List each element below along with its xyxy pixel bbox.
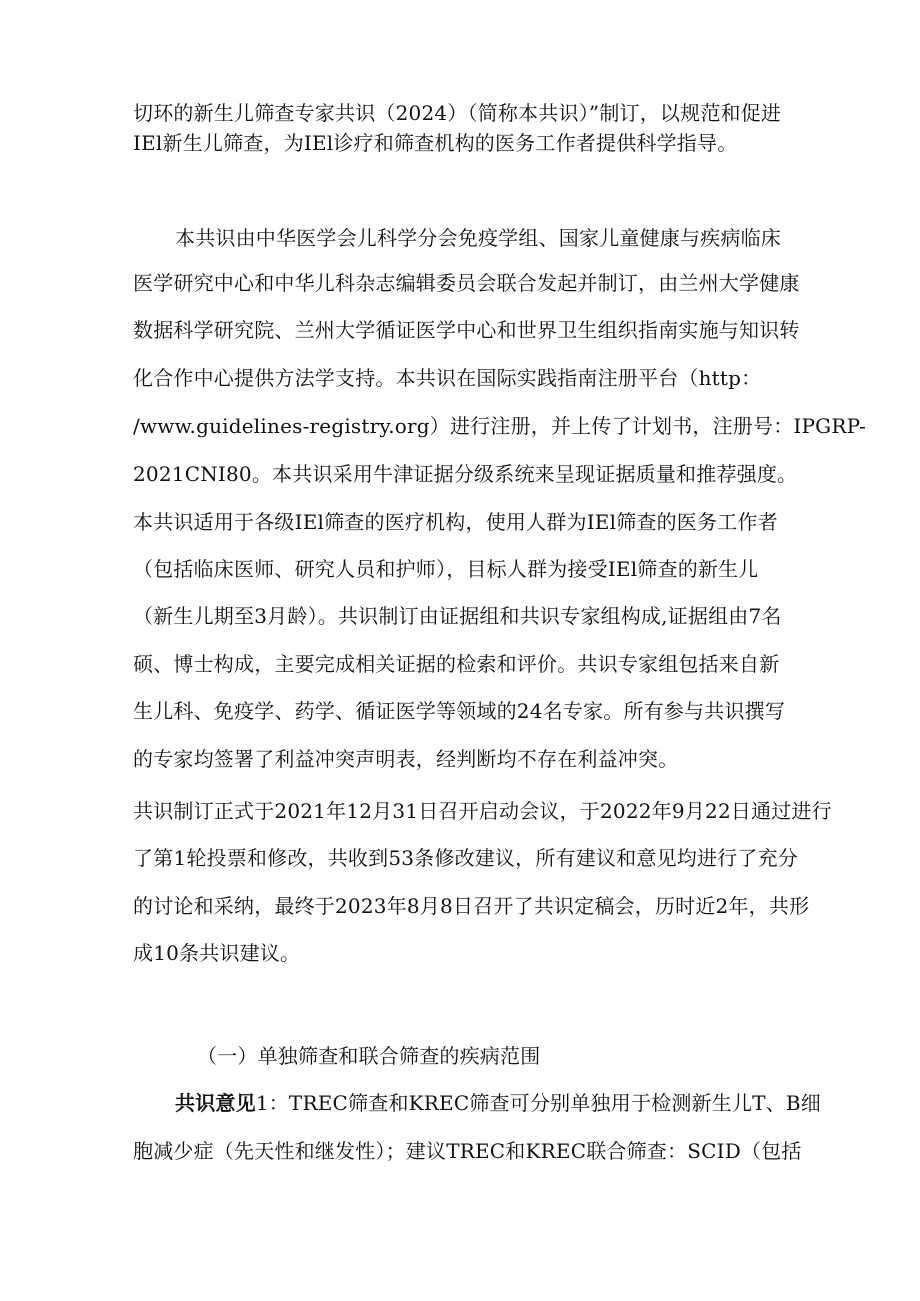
paragraph-line: /www.guidelines-registry.org）进行注册，并上传了计划书，注册号：IPGRP- xyxy=(133,414,867,438)
paragraph-line: 的讨论和采纳，最终于2023年8月8日召开了共识定稿会，历时近2年，共形 xyxy=(133,894,810,918)
paragraph-line: 本共识适用于各级IEl筛查的医疗机构，使用人群为IEl筛查的医务工作者 xyxy=(133,510,778,534)
paragraph-line: （新生儿期至3月龄）。共识制订由证据组和共识专家组构成,证据组由7名 xyxy=(133,604,782,628)
paragraph-line: （包括临床医师、研究人员和护师），目标人群为接受IEl筛查的新生儿 xyxy=(133,557,759,581)
consensus-label: 共识意见 xyxy=(175,1091,256,1115)
paragraph-line: 硕、博士构成，主要完成相关证据的检索和评价。共识专家组包括来自新 xyxy=(133,652,780,676)
paragraph-line: 切环的新生儿筛查专家共识（2024）（简称本共识）”制订，以规范和促进 xyxy=(133,101,782,125)
consensus-text: 1：TREC筛查和KREC筛查可分别单独用于检测新生儿T、B细 xyxy=(255,1091,821,1115)
paragraph-line: 了第1轮投票和修改，共收到53条修改建议，所有建议和意见均进行了充分 xyxy=(133,846,798,870)
paragraph-line: 2021CNI80。本共识采用牛津证据分级系统来呈现证据质量和推荐强度。 xyxy=(133,462,798,486)
paragraph-line: 本共识由中华医学会儿科学分会免疫学组、国家儿童健康与疾病临床 xyxy=(175,226,781,250)
section-heading: （一）单独筛查和联合筛查的疾病范围 xyxy=(197,1044,541,1068)
paragraph-line: IEl新生儿筛查，为IEl诊疗和筛查机构的医务工作者提供科学指导。 xyxy=(133,131,738,155)
consensus-line-2: 胞减少症（先天性和继发性）；建议TREC和KREC联合筛查：SCID（包括 xyxy=(133,1139,802,1163)
paragraph-line: 的专家均签署了利益冲突声明表，经判断均不存在利益冲突。 xyxy=(133,747,679,771)
paragraph-line: 化合作中心提供方法学支持。本共识在国际实践指南注册平台（http： xyxy=(133,366,762,390)
consensus-line-1 xyxy=(175,1090,821,1116)
paragraph-line: 数据科学研究院、兰州大学循证医学中心和世界卫生组织指南实施与知识转 xyxy=(133,318,800,342)
paragraph-line: 成10条共识建议。 xyxy=(133,941,301,965)
paragraph-line: 共识制订正式于2021年12月31日召开启动会议，于2022年9月22日通过进行 xyxy=(133,799,832,823)
paragraph-line: 医学研究中心和中华儿科杂志编辑委员会联合发起并制订，由兰州大学健康 xyxy=(133,271,800,295)
paragraph-line: 生儿科、免疫学、药学、循证医学等领域的24名专家。所有参与共识撰写 xyxy=(133,699,786,723)
